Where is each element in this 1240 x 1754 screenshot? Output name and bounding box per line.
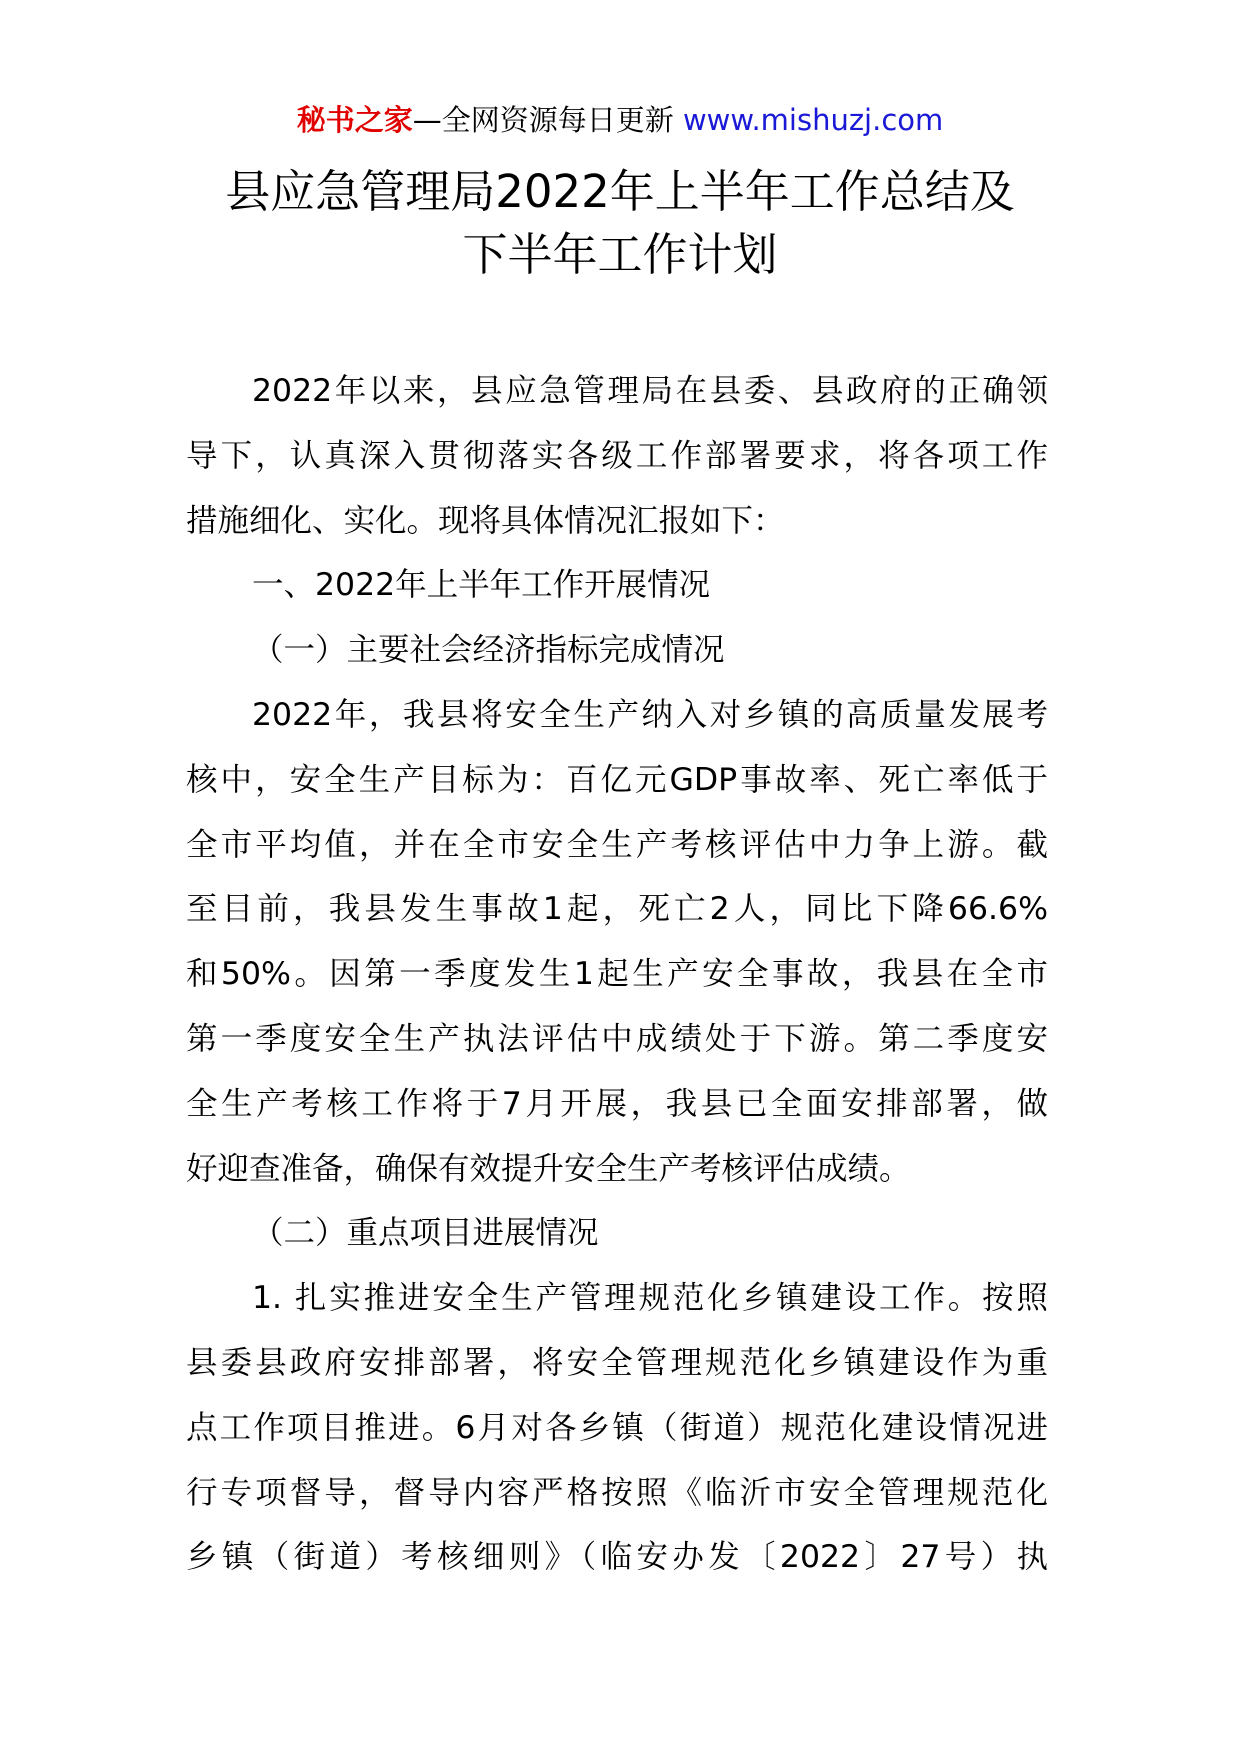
indicators-paragraph-line: 2022年，我县将安全生产纳入对乡镇的高质量发展考 bbox=[252, 696, 1048, 733]
section-heading-1: 一、2022年上半年工作开展情况 bbox=[252, 567, 711, 604]
indicators-paragraph-line: 全市平均值，并在全市安全生产考核评估中力争上游。截 bbox=[186, 826, 1048, 863]
projects-paragraph-line: 县委县政府安排部署，将安全管理规范化乡镇建设作为重 bbox=[186, 1344, 1048, 1381]
indicators-paragraph-line: 第一季度安全生产执法评估中成绩处于下游。第二季度安 bbox=[186, 1020, 1048, 1057]
indicators-paragraph-line: 和50%。因第一季度发生1起生产安全事故，我县在全市 bbox=[186, 956, 1048, 993]
indicators-paragraph-line: 全生产考核工作将于7月开展，我县已全面安排部署，做 bbox=[186, 1085, 1048, 1122]
intro-paragraph-line: 2022年以来，县应急管理局在县委、县政府的正确领 bbox=[252, 373, 1048, 409]
indicators-paragraph-line: 好迎查准备，确保有效提升安全生产考核评估成绩。 bbox=[186, 1150, 911, 1187]
intro-paragraph-line: 导下，认真深入贯彻落实各级工作部署要求，将各项工作 bbox=[186, 437, 1048, 474]
document-title-line-2: 下半年工作计划 bbox=[462, 228, 778, 281]
projects-paragraph-line: 行专项督导，督导内容严格按照《临沂市安全管理规范化 bbox=[186, 1474, 1048, 1511]
subsection-heading-1: （一）主要社会经济指标完成情况 bbox=[252, 632, 725, 669]
projects-paragraph-line: 点工作项目推进。6月对各乡镇（街道）规范化建设情况进 bbox=[186, 1409, 1048, 1446]
indicators-paragraph-line: 至目前，我县发生事故1起，死亡2人，同比下降66.6% bbox=[186, 891, 1048, 928]
document-title-line-1: 县应急管理局2022年上半年工作总结及 bbox=[225, 165, 1015, 218]
document-body bbox=[186, 359, 1048, 1590]
projects-paragraph-line: 1. 扎实推进安全生产管理规范化乡镇建设工作。按照 bbox=[252, 1280, 1048, 1317]
site-slogan: —全网资源每日更新 bbox=[412, 103, 674, 137]
site-url-link[interactable]: www.mishuzj.com bbox=[682, 103, 944, 137]
projects-paragraph-line: 乡镇（街道）考核细则》（临安办发〔2022〕27号）执 bbox=[186, 1539, 1048, 1576]
site-header bbox=[0, 100, 1240, 140]
subsection-heading-2: （二）重点项目进展情况 bbox=[252, 1215, 599, 1252]
site-brand: 秘书之家 bbox=[296, 103, 413, 137]
intro-paragraph-line: 措施细化、实化。现将具体情况汇报如下： bbox=[186, 502, 785, 539]
indicators-paragraph-line: 核中，安全生产目标为：百亿元GDP事故率、死亡率低于 bbox=[186, 761, 1048, 798]
